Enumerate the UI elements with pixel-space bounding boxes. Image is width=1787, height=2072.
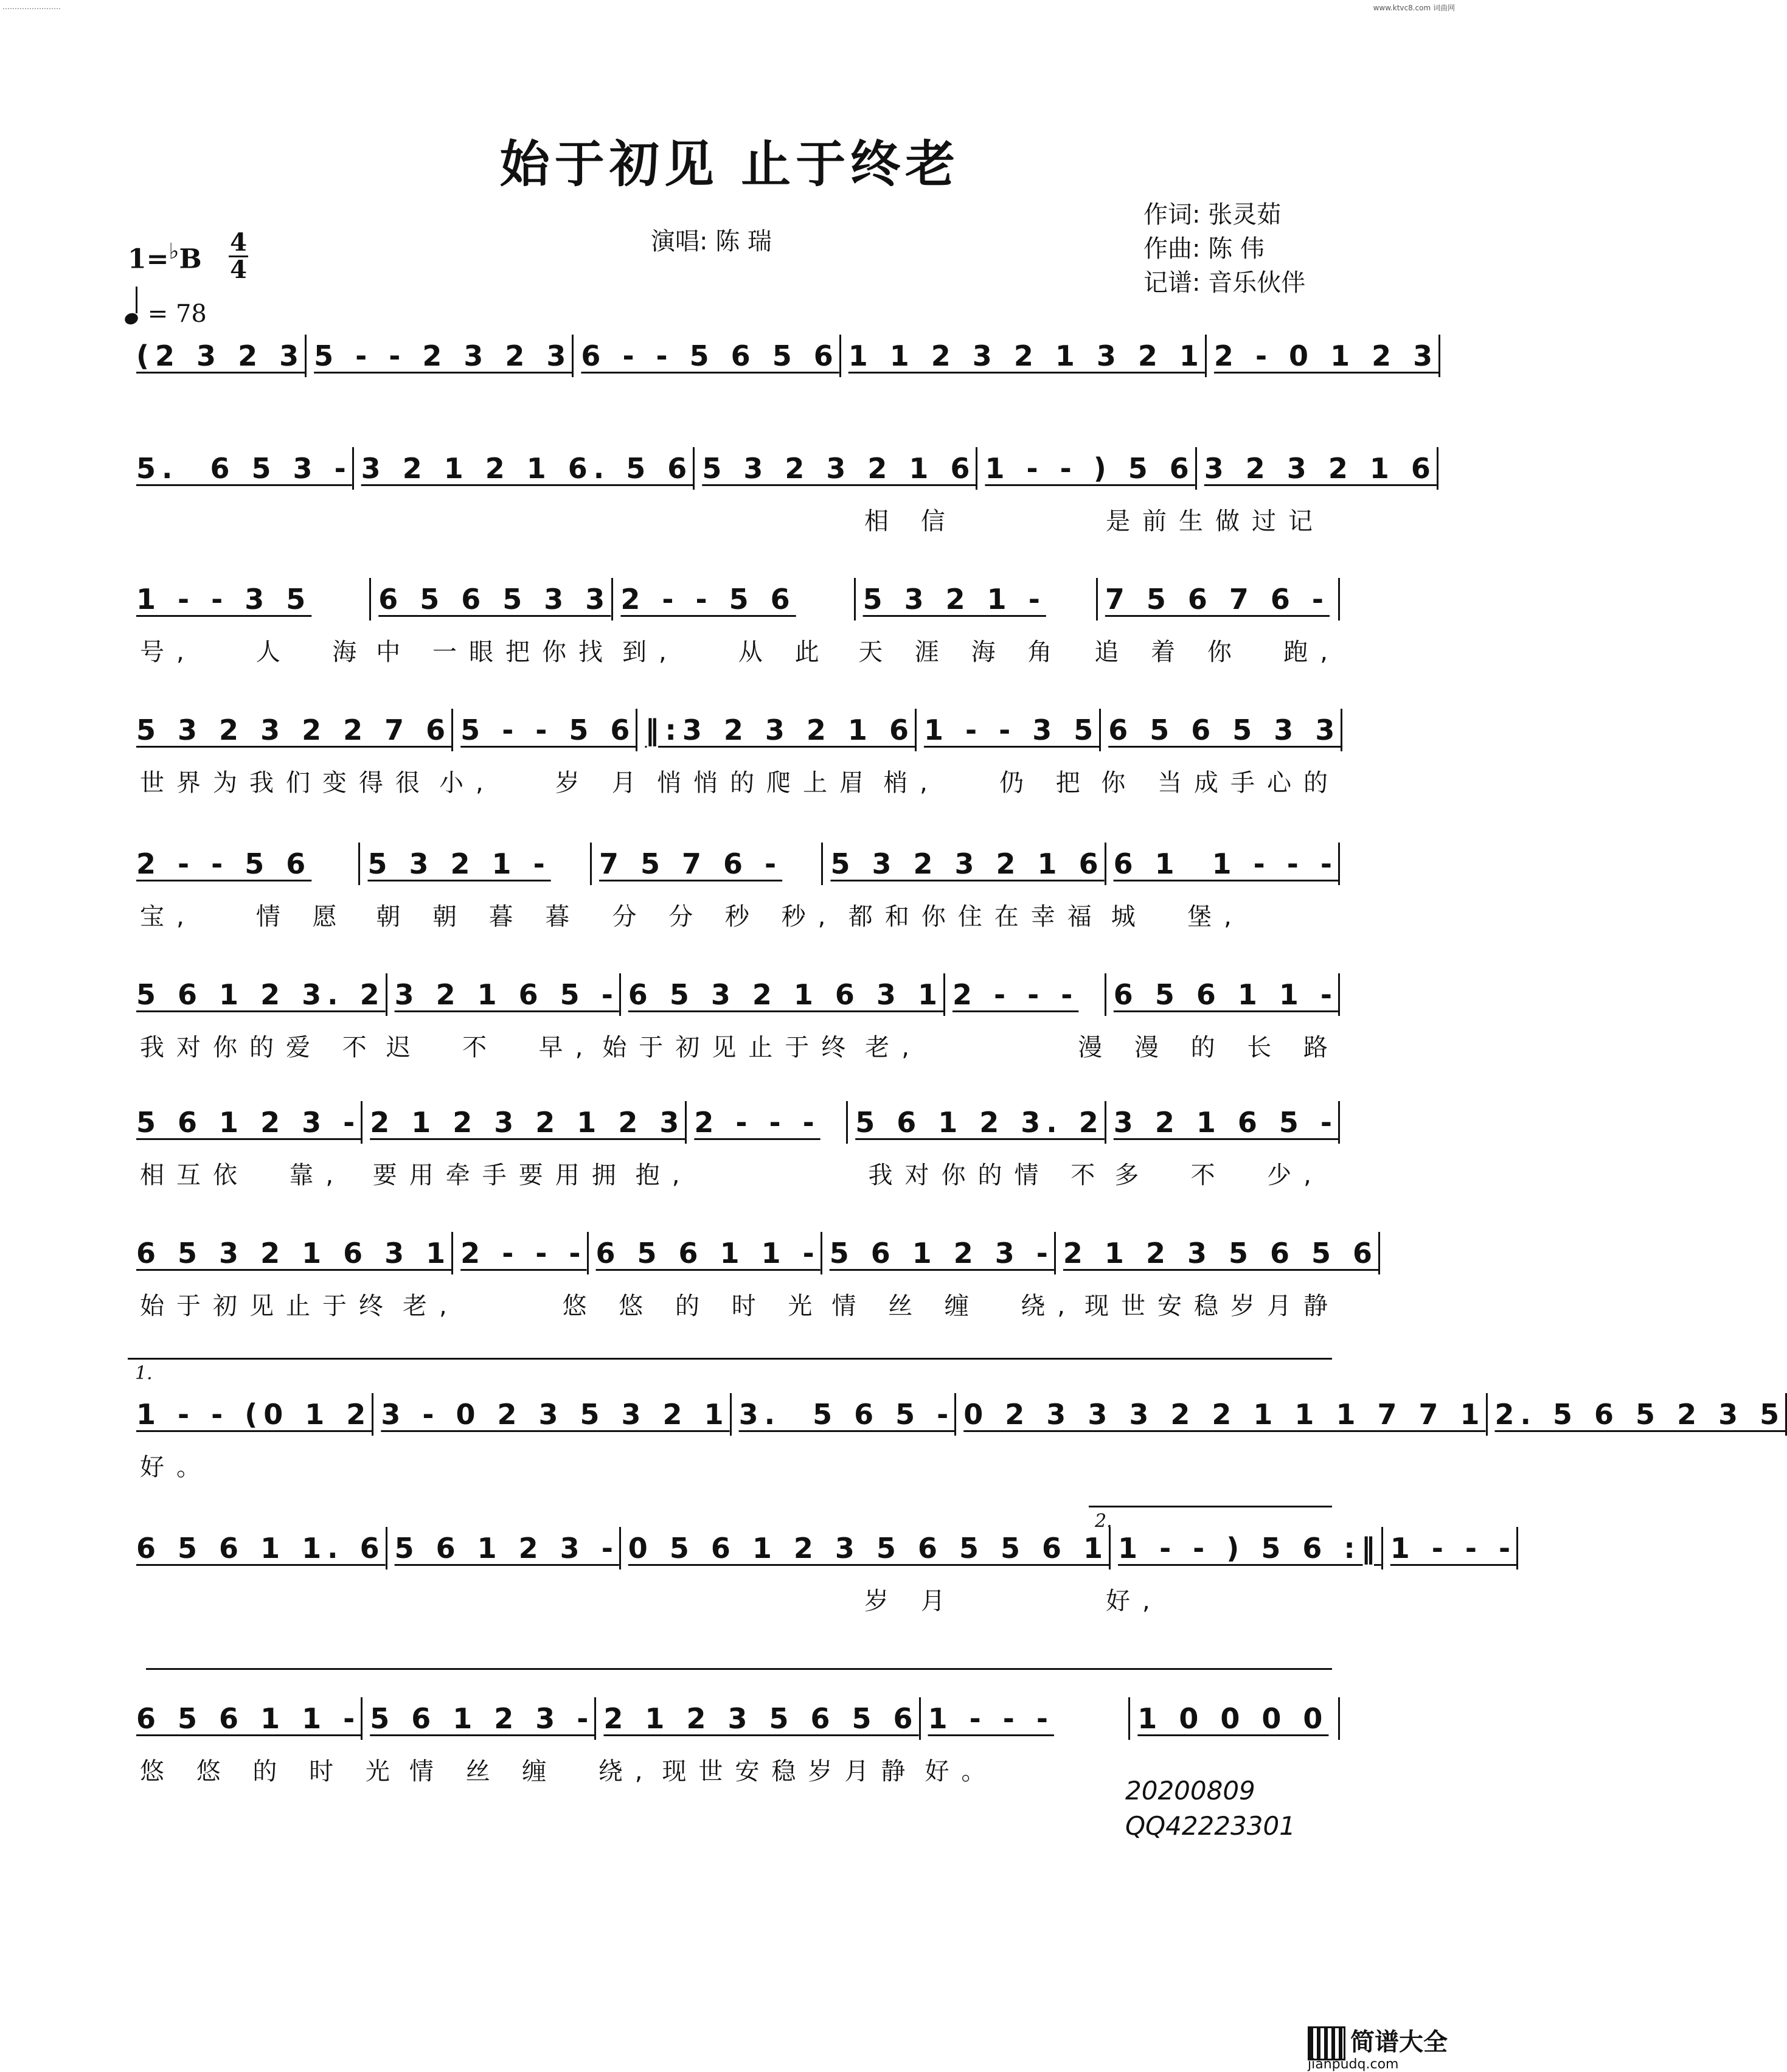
final-line-bracket bbox=[146, 1668, 1332, 1670]
lyric-segment bbox=[374, 1582, 616, 1616]
lyric-segment: 现世安稳岁月静 bbox=[1084, 1292, 1340, 1320]
measure: 5 - - 5 6 bbox=[451, 709, 636, 751]
measure: 2. 5 6 5 2 3 5 bbox=[1486, 1393, 1786, 1436]
lyric-segment: 追 着 你 跑, bbox=[1094, 638, 1340, 666]
measure: 6 5 6 1 1. 6 bbox=[136, 1532, 386, 1565]
measure: 5 3 2 3 2 1 6 bbox=[821, 843, 1104, 885]
measure: 1 - - - bbox=[919, 1697, 1129, 1740]
volta-bracket-1 bbox=[128, 1358, 1332, 1360]
notation-row bbox=[133, 1703, 1340, 1740]
lyric-segment: 朝 朝 暮 暮 bbox=[376, 903, 582, 931]
signature-qq: QQ42223301 bbox=[1125, 1811, 1296, 1841]
measure: 3 2 1 6 5 - bbox=[1105, 1101, 1338, 1144]
measure: 3 2 3 2 1 6 bbox=[1195, 447, 1437, 490]
lyric-segment: 悠 悠 的 时 光 bbox=[562, 1292, 825, 1320]
top-watermark-bar bbox=[0, 2, 1460, 12]
notation-row bbox=[133, 1237, 1379, 1274]
lyric-segment: 世界为我们变得很 bbox=[140, 769, 432, 797]
measure: 6 5 3 2 1 6 3 1 bbox=[619, 973, 943, 1016]
measure: 2 - - - bbox=[685, 1101, 846, 1144]
lyric-segment: 情 丝 缠 绕, bbox=[409, 1757, 655, 1785]
quarter-note-icon bbox=[123, 311, 140, 326]
topbar-left-text: …………………… bbox=[2, 2, 61, 11]
lyric-segment: 相 信 bbox=[864, 507, 957, 535]
bar-line bbox=[1338, 843, 1340, 885]
volta-bracket-2 bbox=[1089, 1506, 1332, 1507]
key-signature bbox=[128, 238, 202, 275]
measure: 2 - - 5 6 bbox=[136, 847, 312, 880]
logo-sub-text: jianpudq.com bbox=[1308, 2057, 1399, 2072]
notation-row bbox=[133, 1532, 1517, 1570]
lyric-segment bbox=[374, 1448, 616, 1483]
measure: 7 5 7 6 - bbox=[590, 843, 821, 885]
lyrics-row bbox=[133, 1156, 1340, 1191]
notation-row bbox=[133, 452, 1437, 490]
measure: 5 3 2 1 - bbox=[854, 578, 1096, 621]
volta-2-label: 2. bbox=[1095, 1511, 1112, 1532]
measure: 1 - - 3 5 bbox=[136, 583, 312, 616]
lyric-segment bbox=[616, 502, 857, 537]
time-signature-bottom: 4 bbox=[230, 256, 247, 284]
measure: 5 6 1 2 3 - bbox=[361, 1697, 594, 1740]
logo-main-text: 简谱大全 bbox=[1350, 2028, 1448, 2056]
measure: 2 - - - bbox=[451, 1232, 586, 1274]
measure: 6 1 1 - - - bbox=[1105, 843, 1338, 885]
lyric-segment: 号, 人 海 bbox=[140, 638, 369, 666]
lyrics-row bbox=[133, 763, 1340, 798]
measure: 3 - 0 2 3 5 3 2 1 bbox=[372, 1393, 729, 1436]
lyrics-row bbox=[133, 1028, 1340, 1063]
composer-credit: 作曲: 陈 伟 bbox=[1143, 235, 1265, 263]
measure: 1 - - ) 5 6 bbox=[976, 447, 1195, 490]
bar-line bbox=[1338, 1101, 1340, 1144]
measure: 2 - 0 1 2 3 bbox=[1205, 335, 1438, 377]
bar-line bbox=[1338, 1697, 1340, 1740]
measure: 6 5 6 1 1 - bbox=[587, 1232, 821, 1274]
topbar-site-text: www.ktvc8.com 词曲网 bbox=[1373, 4, 1455, 12]
notation-row bbox=[133, 1398, 1786, 1436]
lyricist-credit: 作词: 张灵茹 bbox=[1143, 201, 1282, 229]
notation-row bbox=[133, 979, 1340, 1016]
lyrics-row bbox=[133, 1448, 1340, 1483]
lyric-segment: 情 丝 缠 绕, bbox=[831, 1292, 1077, 1320]
measure: 5 - - 2 3 2 3 bbox=[305, 335, 572, 377]
measure: 6 - - 5 6 5 6 bbox=[572, 335, 839, 377]
measure: 5 6 1 2 3. 2 bbox=[846, 1101, 1105, 1144]
piano-keys-icon bbox=[1308, 2026, 1345, 2060]
measure: 6 5 3 2 1 6 3 1 bbox=[136, 1237, 452, 1270]
measure: 6 5 6 5 3 3 bbox=[369, 578, 611, 621]
measure: 6 5 6 1 1 - bbox=[136, 1702, 361, 1735]
lyric-segment: 岁 月 bbox=[864, 1587, 957, 1615]
lyric-segment: 迟 不 早, bbox=[386, 1034, 595, 1062]
lyric-segment: 漫 漫 的 长 路 bbox=[1078, 1034, 1340, 1062]
notation-row bbox=[133, 339, 1439, 377]
measure: 6 5 6 1 1 - bbox=[1105, 973, 1338, 1016]
key-prefix: 1= bbox=[128, 243, 169, 275]
lyric-segment: 天 涯 海 角 bbox=[858, 638, 1064, 666]
lyric-segment: 抱, bbox=[635, 1161, 692, 1189]
measure: 0 5 6 1 2 3 5 6 5 5 6 1 bbox=[619, 1527, 1109, 1570]
lyric-segment: 好, bbox=[1106, 1587, 1162, 1615]
measure: 5 3 2 1 - bbox=[358, 843, 589, 885]
notation-row bbox=[133, 1107, 1340, 1144]
lyrics-row bbox=[133, 1287, 1340, 1321]
lyric-segment: 小, 岁 月 bbox=[439, 769, 648, 797]
lyric-segment: 城 堡, bbox=[1111, 903, 1244, 931]
lyric-segment: 悄悄的爬上眉 bbox=[657, 769, 876, 797]
lyric-segment bbox=[616, 1582, 857, 1616]
flat-icon: ♭ bbox=[168, 238, 179, 264]
measure: 5 6 1 2 3 - bbox=[386, 1527, 619, 1570]
measure: ‖:3 2 3 2 1 6 bbox=[636, 709, 915, 751]
measure: 5 6 1 2 3 - bbox=[136, 1106, 361, 1139]
lyric-segment bbox=[374, 502, 616, 537]
measure: 3 2 1 2 1 6. 5 6 bbox=[352, 447, 693, 490]
measure: 7 5 6 7 6 - bbox=[1096, 578, 1338, 621]
lyric-segment: 多 不 少, bbox=[1114, 1161, 1324, 1189]
lyric-segment: 悠 悠 的 时 光 bbox=[140, 1757, 402, 1785]
lyric-segment: 你 当成手心的 bbox=[1101, 769, 1340, 797]
page-title: 始于初见 止于终老 bbox=[499, 136, 960, 193]
bar-line bbox=[1338, 973, 1340, 1016]
lyric-segment: 老, bbox=[865, 1034, 922, 1062]
note-stem bbox=[136, 287, 137, 313]
time-signature-top: 4 bbox=[230, 228, 247, 257]
measure: 2 1 2 3 2 1 2 3 bbox=[361, 1101, 685, 1144]
notation-row bbox=[133, 715, 1340, 751]
tempo-value: = 78 bbox=[147, 300, 207, 328]
lyrics-row bbox=[133, 633, 1340, 667]
lyric-segment: 好。 bbox=[925, 1757, 998, 1785]
measure: 1 - - 3 5 bbox=[915, 709, 1099, 751]
measure: (2 3 2 3 bbox=[136, 339, 305, 372]
measure: 1 - - ) 5 6 :‖ bbox=[1109, 1527, 1381, 1570]
lyric-segment: 现世安稳岁月静 bbox=[662, 1757, 918, 1785]
measure: 2 - - 5 6 bbox=[611, 578, 853, 621]
measure: 6 5 6 5 3 3 bbox=[1099, 709, 1341, 751]
credits-block bbox=[1143, 198, 1305, 300]
measure: 2 1 2 3 5 6 5 6 bbox=[1054, 1232, 1378, 1274]
lyric-segment: 要用牵手要用拥 bbox=[372, 1161, 628, 1189]
measure: 5 3 2 3 2 1 6 bbox=[693, 447, 976, 490]
time-signature bbox=[226, 230, 251, 283]
bar-line bbox=[1341, 709, 1342, 751]
measure: 3 2 1 6 5 - bbox=[386, 973, 619, 1016]
key-note: B bbox=[179, 243, 202, 275]
measure: 2 - - - bbox=[943, 973, 1105, 1016]
bar-line bbox=[1437, 447, 1438, 490]
transcriber-signature bbox=[1125, 1773, 1296, 1844]
lyric-segment: 到, 从 此 bbox=[622, 638, 831, 666]
lyrics-row bbox=[133, 502, 1340, 537]
lyrics-row bbox=[133, 897, 1340, 932]
measure: 5 6 1 2 3 - bbox=[821, 1232, 1054, 1274]
lyric-segment bbox=[133, 1582, 374, 1616]
measure: 0 2 3 3 3 2 2 1 1 1 7 7 1 bbox=[954, 1393, 1485, 1436]
bar-line bbox=[1378, 1232, 1380, 1274]
measure: 1 0 0 0 0 bbox=[1128, 1697, 1338, 1740]
lyric-segment: 始于初见止于终 bbox=[140, 1292, 395, 1320]
measure: 2 1 2 3 5 6 5 6 bbox=[594, 1697, 918, 1740]
signature-date: 20200809 bbox=[1125, 1776, 1255, 1806]
lyric-segment bbox=[133, 502, 374, 537]
measure: 1 1 2 3 2 1 3 2 1 bbox=[839, 335, 1205, 377]
notation-row bbox=[133, 849, 1340, 885]
measure: 5 3 2 3 2 2 7 6 bbox=[136, 714, 452, 746]
lyric-segment: 都和你住在幸福 bbox=[848, 903, 1104, 931]
lyrics-row bbox=[133, 1582, 1340, 1616]
tempo-marking bbox=[125, 295, 207, 328]
site-logo bbox=[1308, 2023, 1448, 2072]
singer-credit: 演唱: 陈 瑞 bbox=[651, 228, 772, 256]
lyric-segment: 好。 bbox=[140, 1453, 213, 1481]
lyric-segment: 始于初见止于终 bbox=[602, 1034, 858, 1062]
lyric-segment: 梢, 仍 把 bbox=[883, 769, 1092, 797]
measure: 1 - - (0 1 2 bbox=[136, 1398, 372, 1431]
bar-line bbox=[1438, 335, 1440, 377]
measure: 1 - - - bbox=[1381, 1527, 1516, 1570]
measure: 5 6 1 2 3. 2 bbox=[136, 978, 386, 1011]
lyric-segment: 我对你的爱 不 bbox=[140, 1034, 379, 1062]
measure: 5. 6 5 3 - bbox=[136, 452, 352, 485]
measure: 3. 5 6 5 - bbox=[730, 1393, 955, 1436]
lyric-segment: 是前生做过记 bbox=[1106, 507, 1325, 535]
lyric-segment bbox=[1098, 1448, 1340, 1483]
lyric-segment: 我对你的情 不 bbox=[868, 1161, 1108, 1189]
lyric-segment: 分 分 秒 秒, bbox=[612, 903, 838, 931]
lyric-segment: 宝, 情 愿 bbox=[140, 903, 349, 931]
lyric-segment: 中 一眼把你找 bbox=[376, 638, 616, 666]
lyric-segment bbox=[857, 1448, 1098, 1483]
lyric-segment: 老, bbox=[403, 1292, 459, 1320]
volta-1-label: 1. bbox=[135, 1363, 153, 1384]
notation-row bbox=[133, 584, 1340, 621]
bar-line bbox=[1338, 578, 1340, 621]
lyric-segment bbox=[616, 1448, 857, 1483]
lyric-segment: 相互依 靠, bbox=[140, 1161, 346, 1189]
transcriber-credit: 记谱: 音乐伙伴 bbox=[1143, 269, 1306, 297]
bar-line bbox=[1516, 1527, 1518, 1570]
